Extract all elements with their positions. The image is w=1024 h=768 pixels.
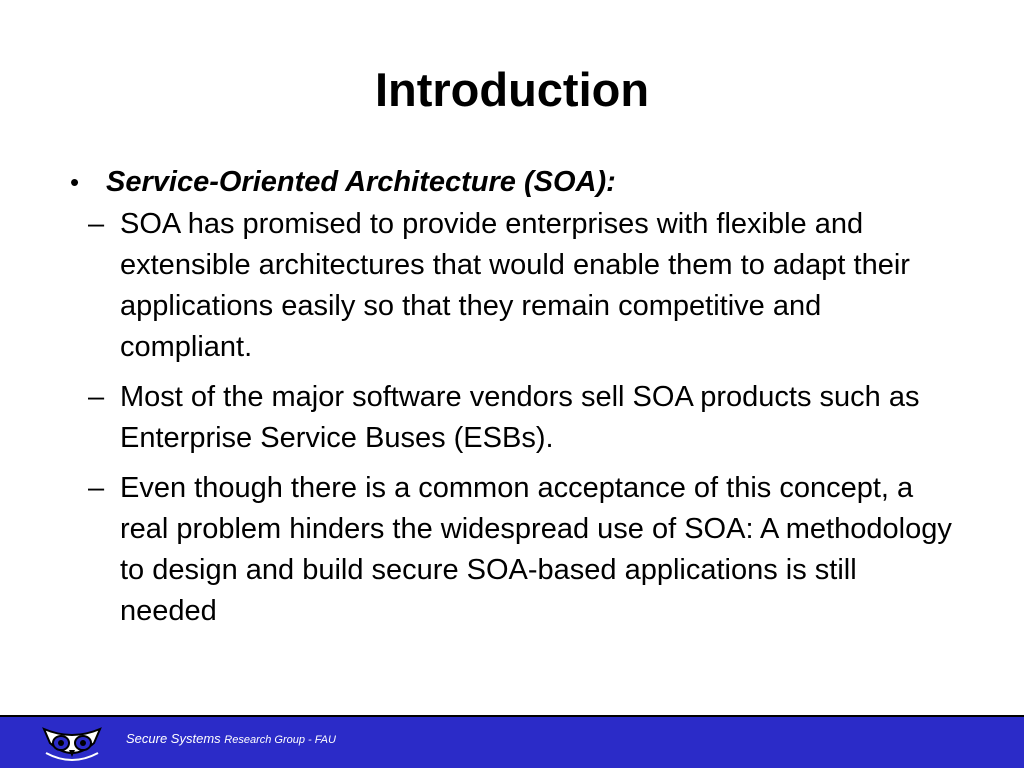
sub-bullet-text: Even though there is a common acceptance of this concept, a real problem hinders the widespread use of SOA: A methodology to design and build secure SOA-based applications is still needed <box>120 472 952 627</box>
owl-logo-icon <box>40 723 104 765</box>
sub-bullet-item <box>0 468 960 632</box>
sub-bullet-item <box>0 377 960 459</box>
bullet-item <box>0 160 1024 204</box>
footer-text-small: Research Group - FAU <box>224 734 336 746</box>
sub-bullet-item <box>0 204 960 368</box>
footer-text-large: Secure Systems <box>126 731 221 746</box>
sub-bullet-dash: – <box>88 472 105 504</box>
sub-bullet-text: SOA has promised to provide enterprises with flexible and extensible architectures that would enable them to adapt their applications easily so that they remain competitive and compliant. <box>120 208 910 363</box>
sub-bullet-dash: – <box>88 208 105 240</box>
footer-bar <box>0 715 1024 768</box>
slide-title: Introduction <box>374 63 650 116</box>
sub-bullet-text: Most of the major software vendors sell SOA products such as Enterprise Service Buses (ESBs). <box>120 381 920 454</box>
bullet-marker: • <box>70 167 80 197</box>
footer-text <box>126 731 336 746</box>
sub-bullet-dash: – <box>88 381 105 413</box>
slide-content <box>0 160 1024 641</box>
bullet-heading: Service-Oriented Architecture (SOA): <box>106 166 616 198</box>
